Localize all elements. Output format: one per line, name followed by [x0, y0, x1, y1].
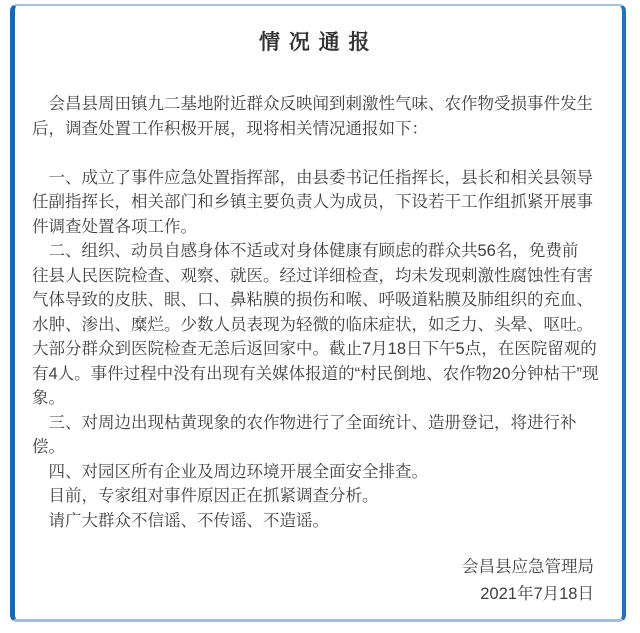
text-line: 请广大群众不信谣、不传谣、不造谣。 [32, 511, 329, 530]
text-line: 一、成立了事件应急处置指挥部，由县委书记任指挥长，县长和相关县领导 [32, 168, 593, 187]
text-line: 水肿、渗出、糜烂。少数人员表现为轻微的临床症状，如乏力、头晕、呕吐。 [32, 315, 593, 334]
notice-paragraph [32, 460, 598, 485]
text-line: 偿。 [32, 438, 65, 456]
notice-card [10, 4, 626, 622]
notice-paragraph [32, 509, 598, 534]
text-line: 三、对周边出现枯黄现象的农作物进行了全面统计、造册登记，将进行补 [32, 413, 577, 432]
text-line: 目前，专家组对事件原因正在抓紧调查分析。 [32, 487, 379, 505]
notice-paragraph [32, 92, 598, 141]
notice-paragraph [32, 166, 598, 240]
notice-title: 情 况 通 报 [258, 31, 371, 54]
notice-paragraph [32, 411, 598, 460]
text-line: 大部分群众到医院检查无恙后返回家中。截止7月18日下午5点，在医院留观的 [32, 340, 597, 358]
text-line: 有4人。事件过程中没有出现有关媒体报道的“村民倒地、农作物20分钟枯干”现 [32, 364, 599, 383]
text-line: 会昌县周田镇九二基地附近群众反映闻到刺激性气味、农作物受损事件发生 [32, 95, 593, 113]
text-line: 四、对园区所有企业及周边环境开展全面安全排查。 [32, 462, 428, 481]
text-line: 象。 [32, 389, 65, 407]
text-line: 件调查处置各项工作。 [32, 217, 197, 236]
text-line: 气体导致的皮肤、眼、口、鼻粘膜的损伤和喉、呼吸道粘膜及肺组织的充血、 [32, 291, 593, 309]
text-line: 任副指挥长，相关部门和乡镇主要负责人为成员，下设若干工作组抓紧开展事 [32, 193, 593, 211]
notice-paragraph [32, 484, 598, 509]
issuing-authority: 会昌县应急管理局 [462, 558, 594, 576]
text-line: 后，调查处置工作积极开展，现将相关情况通报如下： [32, 119, 428, 138]
text-line: 二、组织、动员自感身体不适或对身体健康有顾虑的群众共56名，免费前 [32, 242, 579, 260]
notice-body [32, 92, 598, 533]
notice-footer [32, 554, 598, 608]
issue-date: 2021年7月18日 [480, 585, 594, 603]
text-line: 往县人民医院检查、观察、就医。经过详细检查，均未发现刺激性腐蚀性有害 [32, 266, 593, 285]
notice-paragraph [32, 239, 598, 411]
